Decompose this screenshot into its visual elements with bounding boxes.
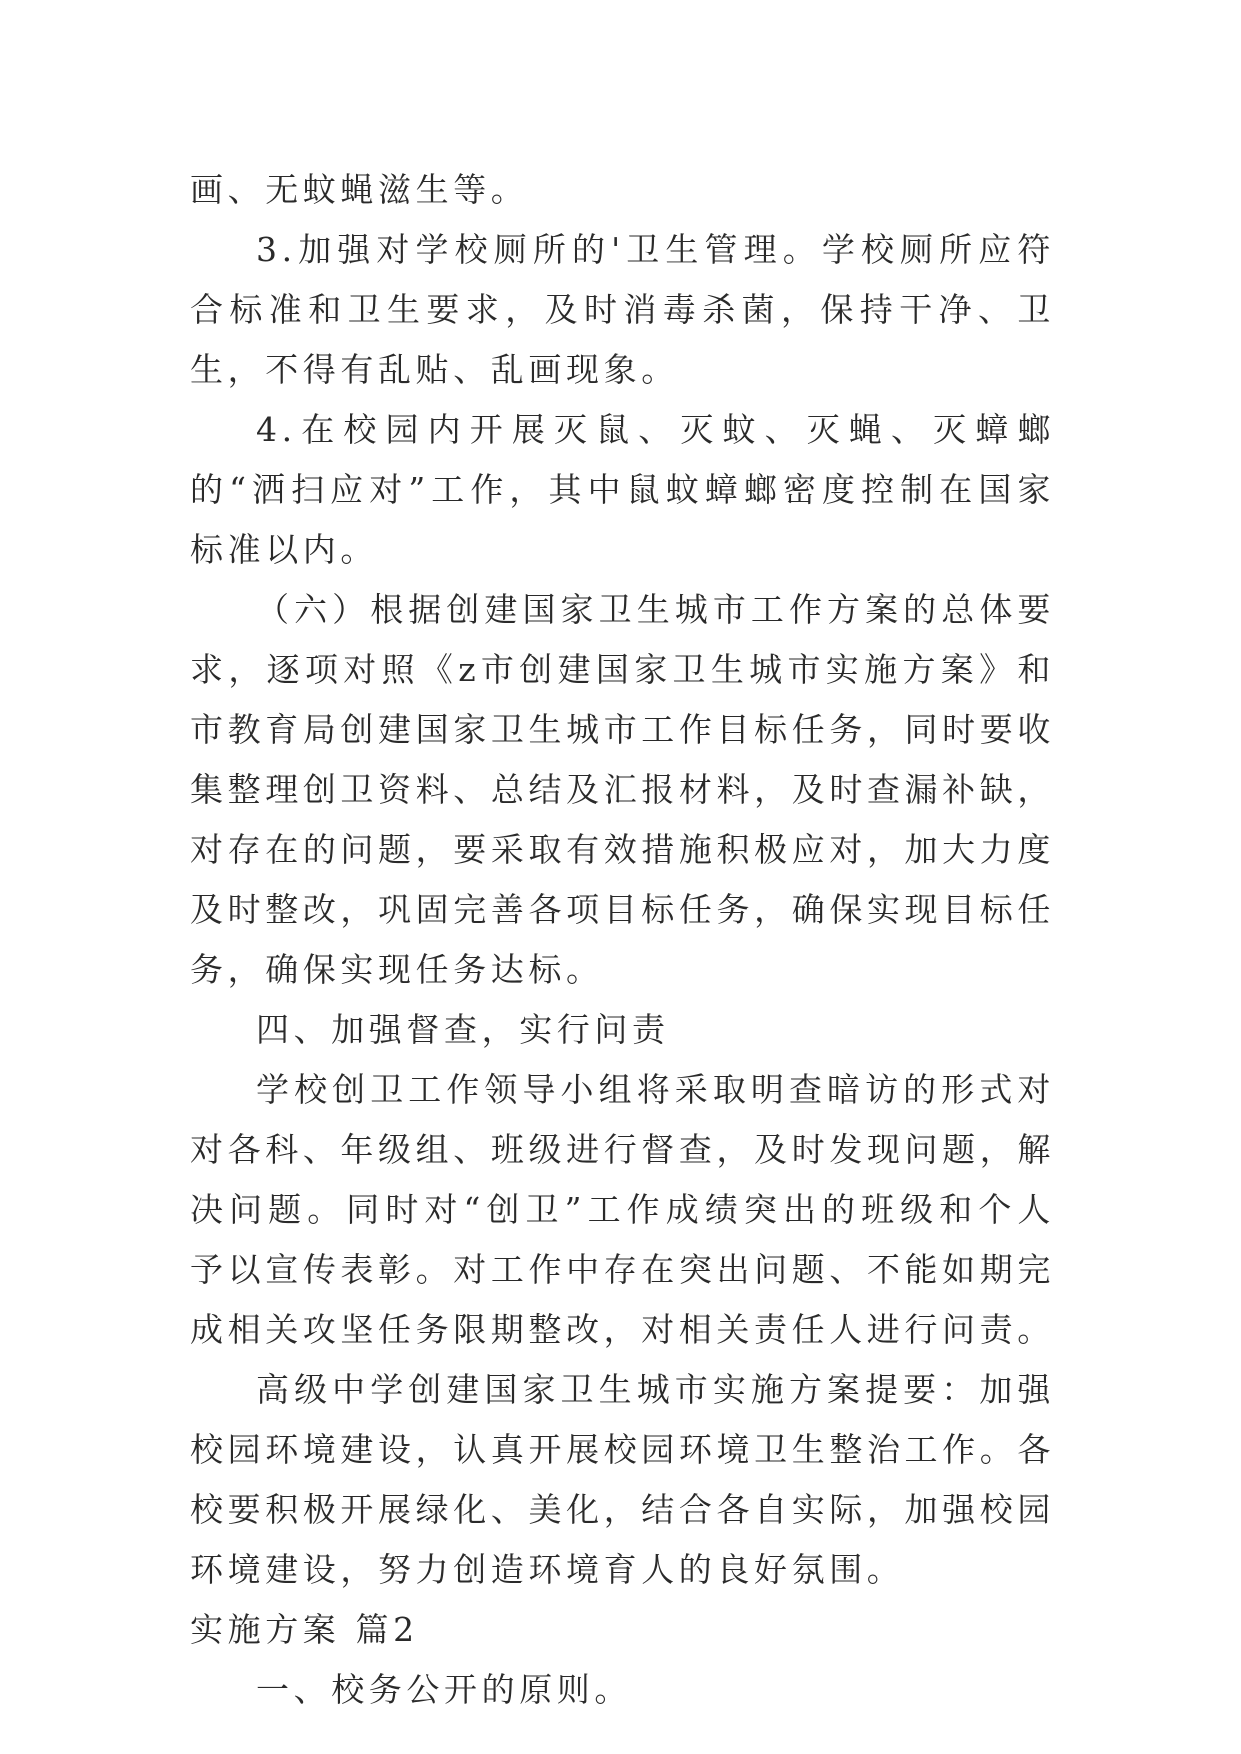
paragraph-section-6: （六）根据创建国家卫生城市工作方案的总体要求，逐项对照《z市创建国家卫生城市实施方案》和市教育局创建国家卫生城市工作目标任务，同时要收集整理创卫资料、总结及汇报材料，及时查漏补缺，对存在的问题，要采取有效措施积极应对，加大力度及时整改，巩固完善各项目标任务，确保实现目标任务，确保实现任务达标。 bbox=[190, 590, 1055, 989]
section-heading-4: 四、加强督查，实行问责 bbox=[256, 1010, 670, 1049]
paragraph-continuation: 画、无蚊蝇滋生等。 bbox=[190, 170, 529, 209]
paragraph-item-3: 3.加强对学校厕所的'卫生管理。学校厕所应符合标准和卫生要求，及时消毒杀菌，保持干净、卫生，不得有乱贴、乱画现象。 bbox=[190, 230, 1055, 389]
section-heading-1: 一、校务公开的原则。 bbox=[256, 1670, 632, 1709]
plan-title: 实施方案 篇2 bbox=[190, 1610, 419, 1649]
document-body bbox=[190, 160, 1055, 1720]
paragraph-summary: 高级中学创建国家卫生城市实施方案提要：加强校园环境建设，认真开展校园环境卫生整治工作。各校要积极开展绿化、美化，结合各自实际，加强校园环境建设，努力创造环境育人的良好氛围。 bbox=[190, 1370, 1055, 1589]
paragraph-item-4: 4.在校园内开展灭鼠、灭蚊、灭蝇、灭蟑螂的“洒扫应对”工作，其中鼠蚊蟑螂密度控制在国家标准以内。 bbox=[190, 410, 1055, 569]
paragraph-supervision: 学校创卫工作领导小组将采取明查暗访的形式对对各科、年级组、班级进行督查，及时发现问题，解决问题。同时对“创卫”工作成绩突出的班级和个人予以宣传表彰。对工作中存在突出问题、不能如期完成相关攻坚任务限期整改，对相关责任人进行问责。 bbox=[190, 1070, 1055, 1349]
